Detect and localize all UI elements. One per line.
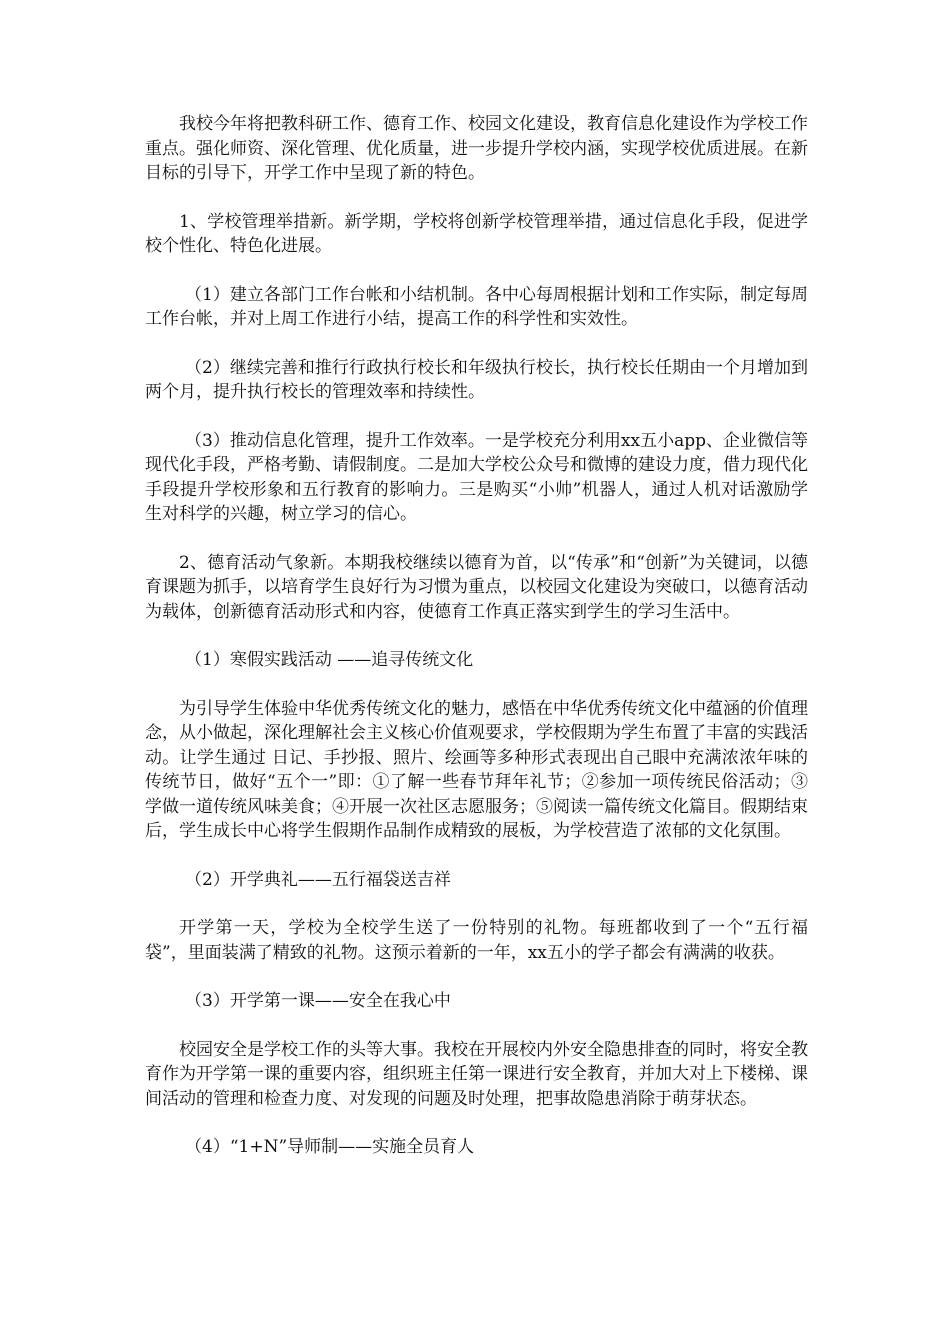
heading-item-2-1: （1）寒假实践活动 ——追寻传统文化 (185, 650, 474, 670)
heading-item-2-2: （2）开学典礼——五行福袋送吉祥 (185, 869, 451, 890)
document-body (145, 112, 808, 1184)
heading-item-2-3: （3）开学第一课——安全在我心中 (185, 991, 451, 1011)
paragraph-section-1: 1、学校管理举措新。新学期，学校将创新学校管理举措，通过信息化手段，促进学校个性化、特色化进展。 (145, 211, 808, 256)
paragraph-item-1-1: （1）建立各部门工作台帐和小结机制。各中心每周根据计划和工作实际，制定每周工作台帐，并对上周工作进行小结，提高工作的科学性和实效性。 (145, 284, 808, 329)
paragraph-item-1-2: （2）继续完善和推行行政执行校长和年级执行校长，执行校长任期由一个月增加到两个月，提升执行校长的管理效率和持续性。 (145, 357, 808, 402)
paragraph-intro: 我校今年将把教科研工作、德育工作、校园文化建设，教育信息化建设作为学校工作重点。强化师资、深化管理、优化质量，进一步提升学校内涵，实现学校优质进展。在新目标的引导下，开学工作中呈现了新的特色。 (145, 114, 808, 183)
heading-item-2-4: （4）“1+N”导师制——实施全员育人 (185, 1137, 475, 1157)
paragraph-section-2: 2、德育活动气象新。本期我校继续以德育为首，以“传承”和“创新”为关键词，以德育课题为抓手，以培育学生良好行为习惯为重点，以校园文化建设为突破口，以德育活动为载体，创新德育活动形式和内容，使德育工作真正落实到学生的学习生活中。 (145, 552, 808, 622)
paragraph-item-2-3-body: 校园安全是学校工作的头等大事。我校在开展校内外安全隐患排查的同时，将安全教育作为开学第一课的重要内容，组织班主任第一课进行安全教育，并加大对上下楼梯、课间活动的管理和检查力度、对发现的问题及时处理，把事故隐患消除于萌芽状态。 (145, 1039, 808, 1109)
paragraph-item-2-2-body: 开学第一天，学校为全校学生送了一份特别的礼物。每班都收到了一个“五行福袋”，里面装满了精致的礼物。这预示着新的一年，xx五小的学子都会有满满的收获。 (145, 918, 808, 963)
paragraph-item-1-3: （3）推动信息化管理，提升工作效率。一是学校充分利用xx五小app、企业微信等现代化手段，严格考勤、请假制度。二是加大学校公众号和微博的建设力度，借力现代化手段提升学校形象和五行教育的影响力。三是购买“小帅”机器人，通过人机对话激励学生对科学的兴趣，树立学习的信心。 (145, 430, 808, 524)
paragraph-item-2-1-body: 为引导学生体验中华优秀传统文化的魅力，感悟在中华优秀传统文化中蕴涵的价值理念，从小做起，深化理解社会主义核心价值观要求，学校假期为学生布置了丰富的实践活动。让学生通过 日记、手抄报、照片、绘画等多种形式表现出自己眼中充满浓浓年味的传统节日，做好“五个一”即：①了解一些春节拜年礼节；②参加一项传统民俗活动；③学做一道传统风味美食；④开展一次社区志愿服务；⑤阅读一篇传统文化篇目。假期结束后，学生成长中心将学生假期作品制作成精致的展板，为学校营造了浓郁的文化氛围。 (145, 698, 808, 841)
